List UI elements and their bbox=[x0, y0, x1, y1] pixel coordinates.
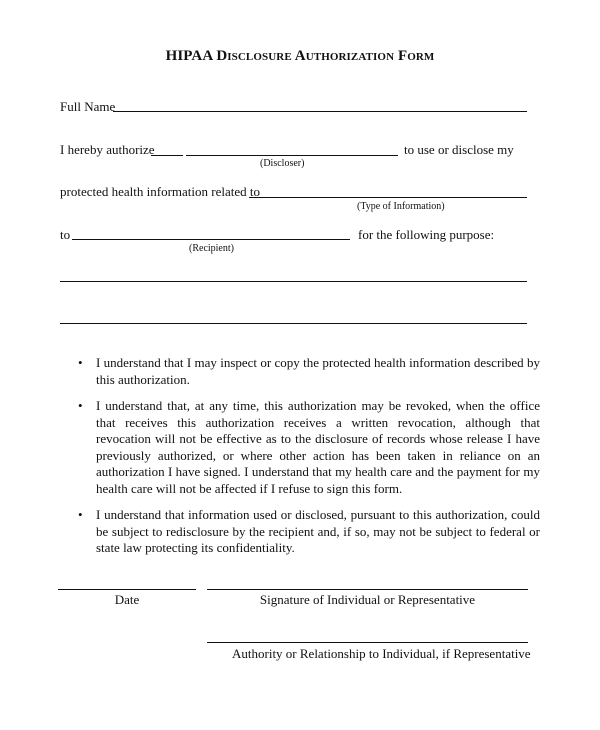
authority-label: Authority or Relationship to Individual, if Representative bbox=[232, 646, 531, 661]
signature-field[interactable] bbox=[207, 589, 528, 590]
bullet-icon: • bbox=[78, 355, 83, 370]
phi-label: protected health information related to bbox=[60, 184, 260, 199]
recipient-caption: (Recipient) bbox=[189, 243, 234, 254]
form-title bbox=[0, 48, 600, 65]
purpose-field-line-1[interactable] bbox=[60, 281, 527, 282]
form-title-rest: Disclosure Authorization Form bbox=[216, 48, 435, 64]
bullet-icon: • bbox=[78, 398, 83, 413]
purpose-field-line-2[interactable] bbox=[60, 323, 527, 324]
list-item bbox=[78, 398, 540, 497]
to-label: to bbox=[60, 227, 71, 242]
form-title-main: HIPAA bbox=[165, 48, 213, 64]
recipient-field[interactable] bbox=[72, 239, 350, 240]
type-of-information-caption: (Type of Information) bbox=[357, 201, 445, 212]
discloser-field-short[interactable] bbox=[151, 155, 183, 156]
bullet-icon: • bbox=[78, 507, 83, 522]
acknowledgement-redisclosure: I understand that information used or disclosed, pursuant to this authorization, could be subject to redisclosure by the recipient and, if so, may not be subject to federal or state law protecting its confidentiality. bbox=[96, 507, 540, 555]
full-name-label: Full Name bbox=[60, 99, 116, 114]
authorize-suffix: to use or disclose my bbox=[404, 142, 514, 157]
signature-label: Signature of Individual or Representative bbox=[259, 592, 476, 607]
discloser-field[interactable] bbox=[186, 155, 398, 156]
acknowledgement-revocation: I understand that, at any time, this authorization may be revoked, when the office that receives this authorization receives a written revocation, although that revocation will not be effective as to the disclosure of records whose release I have previously authorized, or where other action has been taken in reliance on an authorization I have signed. I understand that my health care and the payment for my health care will not be affected if I refuse to sign this form. bbox=[96, 398, 540, 496]
acknowledgement-list bbox=[78, 355, 540, 567]
full-name-field[interactable] bbox=[113, 111, 527, 112]
list-item bbox=[78, 507, 540, 557]
list-item bbox=[78, 355, 540, 388]
authority-field[interactable] bbox=[207, 642, 528, 643]
authorize-label: I hereby authorize bbox=[60, 142, 155, 157]
type-of-information-field[interactable] bbox=[249, 197, 527, 198]
purpose-label: for the following purpose: bbox=[358, 227, 495, 242]
acknowledgement-inspect: I understand that I may inspect or copy the protected health information described by this authorization. bbox=[96, 355, 540, 387]
date-label: Date bbox=[114, 592, 140, 607]
discloser-caption: (Discloser) bbox=[260, 158, 305, 169]
date-field[interactable] bbox=[58, 589, 196, 590]
